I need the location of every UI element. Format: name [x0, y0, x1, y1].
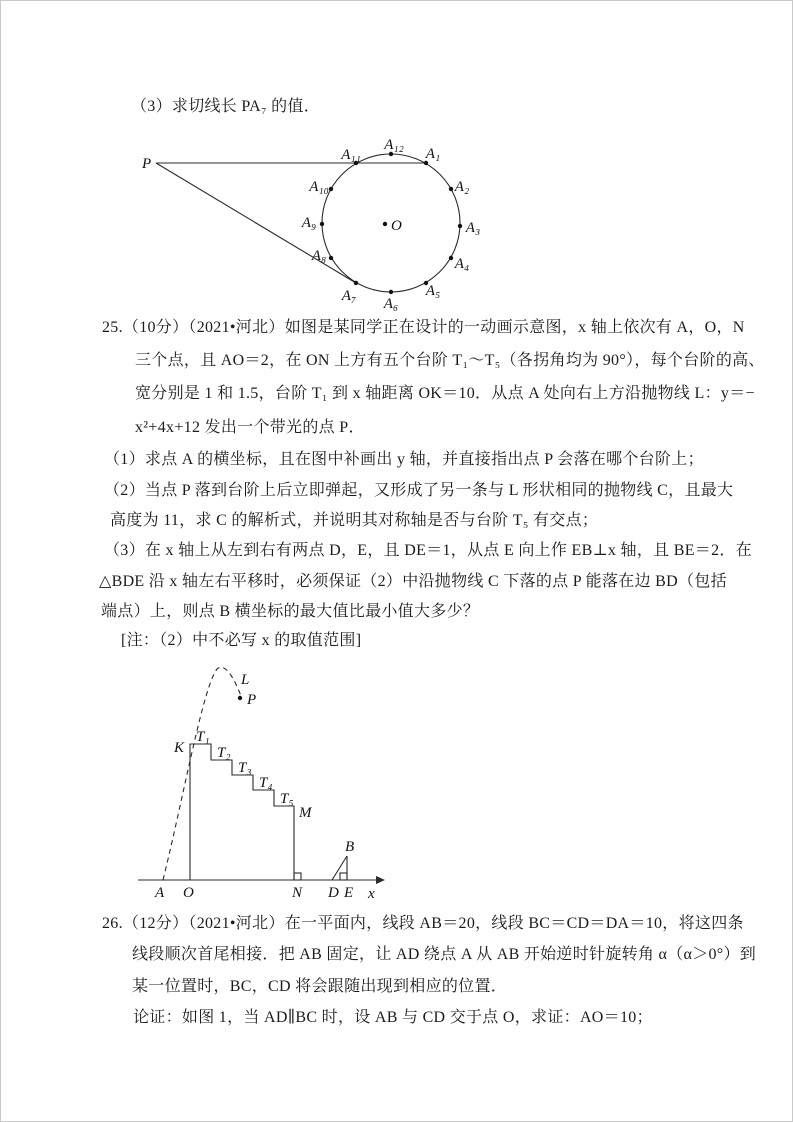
label-t5: T₅: [280, 791, 294, 807]
parabola-curve: [163, 667, 241, 880]
label-m: M: [299, 805, 312, 821]
right-angle-mark-e: [340, 873, 347, 880]
x-axis-arrow: [376, 876, 385, 884]
problem25-question-3: （3）在 x 轴上从左到右有两点 D，E，且 DE＝1，从点 E 向上作 EB⊥x 轴，且 BE＝2．在: [104, 542, 752, 559]
label-o: O: [183, 885, 194, 901]
point-a2-label: A₂: [454, 179, 470, 195]
point-a4-dot: [449, 256, 453, 260]
point-a8-label: A₈: [311, 248, 327, 264]
problem26-line-2: 线段顺次首尾相接．把 AB 固定，让 AD 绕点 A 从 AB 开始逆时针旋转角 α（α＞0°）到: [132, 946, 757, 963]
point-a7-dot: [354, 281, 358, 285]
problem25-line-3: 宽分别是 1 和 1.5，台阶 T₁ 到 x 轴距离 OK＝10．从点 A 处向右上方沿抛物线 L：y＝−: [135, 385, 755, 402]
stairs-parabola-figure: [130, 655, 394, 907]
label-p: P: [247, 692, 257, 708]
point-p-label: P: [142, 156, 152, 172]
label-t1: T₁: [196, 729, 210, 745]
problem25-line-4: x²+4x+12 发出一个带光的点 P．: [135, 419, 365, 436]
problem26-proof-line: 论证：如图 1，当 AD∥BC 时，设 AB 与 CD 交于点 O，求证：AO＝10；: [133, 1009, 653, 1026]
point-a7-label: A₇: [341, 288, 357, 304]
point-a2-dot: [449, 187, 453, 191]
center-dot: [383, 222, 387, 226]
problem25-question-2: （2）当点 P 落到台阶上后立即弹起，又形成了另一条与 L 形状相同的抛物线 C，且最大: [104, 482, 734, 499]
center-label: O: [391, 218, 402, 234]
problem25-question-3-cont1: △BDE 沿 x 轴左右平移时，必须保证（2）中沿抛物线 C 下落的点 P 能落在边 BD（包括: [99, 573, 727, 590]
label-t2: T₂: [217, 745, 231, 761]
point-a10-label: A₁₀: [309, 179, 329, 195]
point-a6-dot: [389, 290, 393, 294]
problem25-line-2: 三个点，且 AO＝2，在 ON 上方有五个台阶 T₁～T₅（各拐角均为 90°），每个台阶的高、: [135, 352, 765, 369]
label-l: L: [241, 672, 250, 688]
label-k: K: [174, 740, 185, 756]
point-a1-label: A₁: [425, 146, 441, 162]
problem25-note: [注：（2）中不必写 x 的取值范围]: [121, 632, 362, 649]
point-a10-dot: [329, 187, 333, 191]
point-p-dot: [238, 696, 242, 700]
label-a: A: [155, 885, 165, 901]
point-a9-dot: [320, 222, 324, 226]
label-t4: T₄: [259, 775, 273, 791]
problem25-question-3-cont2: 端点）上，则点 B 横坐标的最大值比最小值大多少？: [101, 603, 480, 620]
label-e: E: [344, 885, 354, 901]
label-t3: T₃: [238, 760, 252, 776]
point-a6-label: A₆: [383, 296, 399, 312]
problem25-line-1: 25.（10分）（2021•河北）如图是某同学正在设计的一动画示意图，x 轴上依次有 A，O，N: [102, 319, 745, 336]
problem25-question-1: （1）求点 A 的横坐标，且在图中补画出 y 轴，并直接指出点 P 会落在哪个台阶上；: [104, 451, 704, 468]
label-x-axis: x: [368, 886, 375, 902]
point-a11-label: A₁₁: [341, 147, 361, 163]
label-n: N: [292, 885, 303, 901]
problem24-part3-text: （3）求切线长 PA₇ 的值．: [131, 98, 321, 115]
problem26-line-3: 某一位置时，BC，CD 将会跟随出现到相应的位置．: [132, 978, 508, 995]
label-d: D: [328, 885, 339, 901]
point-a9-label: A₉: [301, 215, 317, 231]
point-a3-dot: [458, 224, 462, 228]
point-a4-label: A₄: [454, 256, 470, 272]
circle-tangent-figure: [130, 133, 490, 313]
point-a8-dot: [329, 256, 333, 260]
problem26-line-1: 26.（12分）（2021•河北）在一平面内，线段 AB＝20，线段 BC＝CD＝DA＝10，将这四条: [102, 915, 744, 932]
label-b: B: [345, 839, 355, 855]
right-angle-mark-n: [294, 873, 301, 880]
point-a12-label: A₁₂: [384, 137, 404, 153]
point-a5-label: A₅: [425, 283, 441, 299]
point-a3-label: A₃: [465, 220, 481, 236]
problem25-question-2-cont: 高度为 11，求 C 的解析式，并说明其对称轴是否与台阶 T₅ 有交点；: [110, 512, 599, 529]
